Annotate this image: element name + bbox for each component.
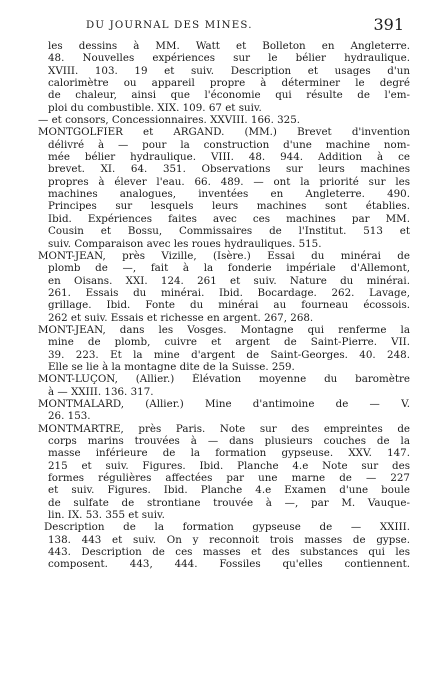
index-line: mine de plomb, cuivre et argent de Saint-Pierre. VII. — [48, 336, 410, 349]
index-line: composent. 443, 444. Fossiles qu'elles contiennent. — [48, 558, 410, 571]
index-line: 26. 153. — [48, 410, 91, 423]
index-line: MONTMARTRE, près Paris. Note sur des empreintes de — [38, 422, 410, 435]
index-line: délivré à — pour la construction d'une machine nom- — [48, 138, 410, 151]
index-line: formes régulières affectées par une marne de — 227 — [48, 472, 410, 485]
index-line: lin. IX. 53. 355 et suiv. — [48, 509, 165, 522]
index-line: mée bélier hydraulique. VIII. 48. 944. Addition à ce — [48, 151, 410, 164]
index-line: MONTMALARD, (Allier.) Mine d'antimoine de — V. — [38, 397, 410, 410]
index-line: 443. Description de ces masses et des substances qui les — [48, 546, 410, 559]
index-line: XVIII. 103. 19 et suiv. Description et usages d'un — [48, 64, 410, 77]
index-line: à — XXIII. 136. 317. — [48, 385, 154, 398]
index-line: 262 et suiv. Essais et richesse en argent. 267, 268. — [48, 311, 314, 324]
index-line: grillage. Ibid. Fonte du minérai au fourneau écossois. — [48, 299, 410, 312]
index-line: MONT-JEAN, dans les Vosges. Montagne qui renferme la — [38, 323, 410, 336]
index-line: 215 et suiv. Figures. Ibid. Planche 4.e Note sur des — [48, 459, 410, 472]
index-line: MONT-LUÇON, (Allier.) Élévation moyenne du baromètre — [38, 373, 410, 386]
index-line: Description de la formation gypseuse de — XXIII. — [44, 521, 410, 534]
index-line: brevet. XI. 64. 351. Observations sur leurs machines — [48, 163, 410, 176]
index-line: ploi du combustible. XIX. 109. 67 et suiv. — [48, 101, 262, 114]
index-line: Principes sur lesquels leurs machines sont établies. — [48, 200, 410, 213]
index-line: MONT-JEAN, près Vizille, (Isère.) Essai du minérai de — [38, 249, 410, 262]
index-line: 138. 443 et suiv. On y reconnoit trois masses de gypse. — [48, 533, 410, 546]
index-line: suiv. Comparaison avec les roues hydrauliques. 515. — [48, 237, 322, 250]
index-line: masse inférieure de la formation gypseuse. XXV. 147. — [48, 447, 410, 460]
index-line: 261. Essais du minérai. Ibid. Bocardage. 262. Lavage, — [48, 286, 410, 299]
page-header — [0, 14, 421, 38]
index-line: Cousin et Bossu, Commissaires de l'Institut. 513 et — [48, 225, 410, 238]
index-line: de sulfate de strontiane trouvée à —, par M. Vauque- — [48, 496, 410, 509]
index-line: — et consors, Concessionnaires. XXVIII. 166. 325. — [38, 114, 301, 127]
page-number: 391 — [373, 15, 404, 34]
index-line: machines analogues, inventées en Angleterre. 490. — [48, 188, 410, 201]
index-line: Ibid. Expériences faites avec ces machines par MM. — [48, 212, 410, 225]
index-line: Elle se lie à la montagne dite de la Suisse. 259. — [48, 360, 295, 373]
index-line: 48. Nouvelles expériences sur le bélier hydraulique. — [48, 52, 410, 65]
index-line: les dessins à MM. Watt et Bolleton en Angleterre. — [48, 40, 410, 52]
index-line: MONTGOLFIER et ARGAND. (MM.) Brevet d'invention — [38, 126, 410, 139]
index-line: et suiv. Figures. Ibid. Planche 4.e Examen d'une boule — [48, 484, 410, 497]
index-line: calorimètre ou appareil propre à déterminer le degré — [48, 77, 410, 90]
index-line: plomb de —, fait à la fonderie impériale d'Allemont, — [48, 262, 410, 275]
index-line: en Oisans. XXI. 124. 261 et suiv. Nature du minérai. — [48, 274, 410, 287]
index-entries — [38, 40, 410, 571]
index-line: de chaleur, ainsi que l'économie qui résulte de l'em- — [48, 89, 410, 102]
index-line: propres à élever l'eau. 66. 489. — ont la priorité sur les — [48, 175, 410, 188]
index-line: corps marins trouvées à — dans plusieurs couches de la — [48, 435, 410, 447]
index-line: 39. 223. Et la mine d'argent de Saint-Georges. 40. 248. — [48, 348, 410, 361]
running-head: DU JOURNAL DES MINES. — [86, 20, 253, 31]
